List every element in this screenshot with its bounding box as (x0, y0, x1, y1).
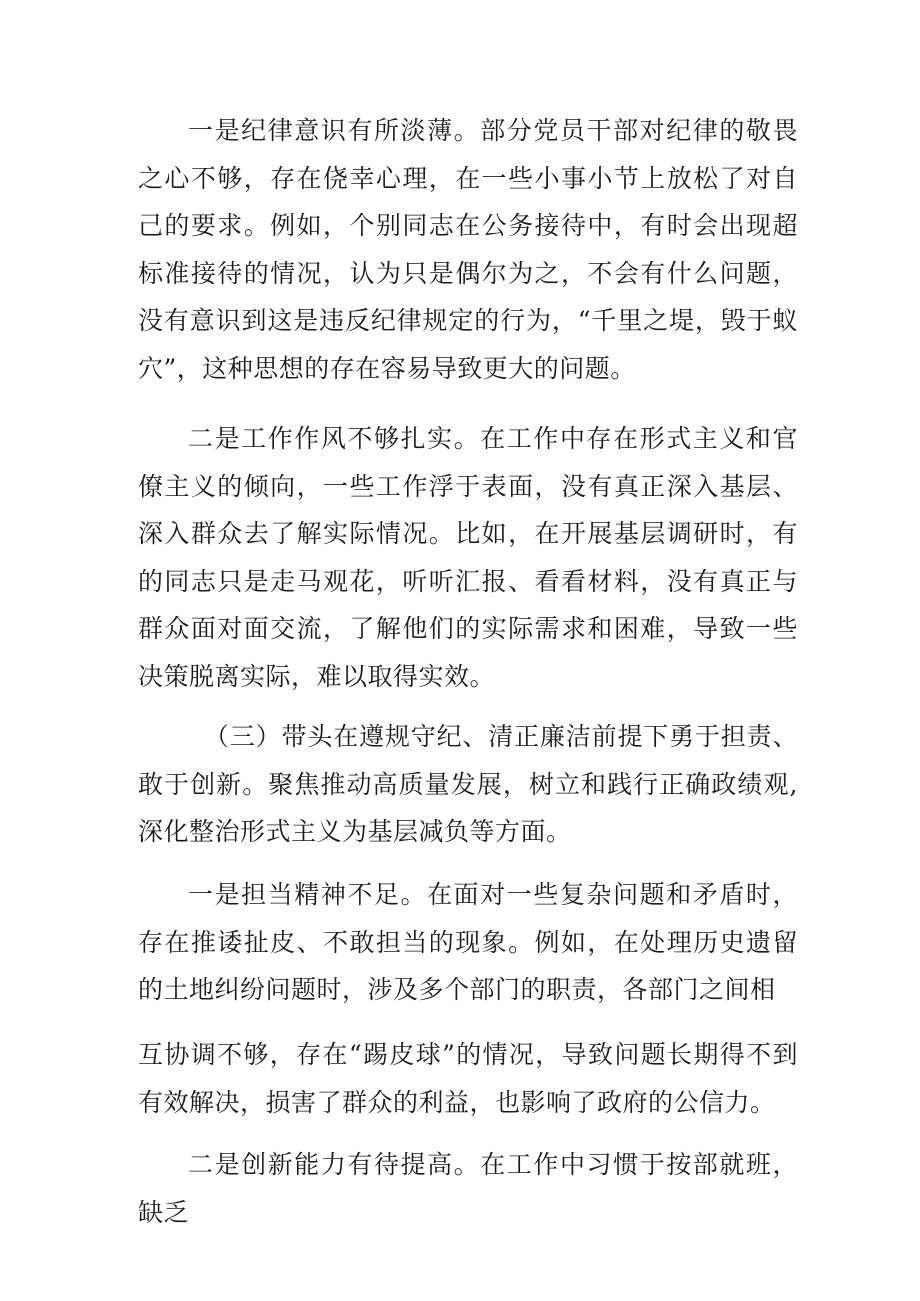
section-heading-three: （三）带头在遵规守纪、清正廉洁前提下勇于担责、敢于创新。聚焦推动高质量发展，树立和践行正确政绩观,深化整治形式主义为基层减负等方面。 (138, 722, 798, 846)
paragraph-responsibility-continued: 互协调不够，存在“踢皮球”的情况，导致问题长期得不到有效解决，损害了群众的利益，也影响了政府的公信力。 (138, 1040, 798, 1117)
paragraph-work-style: 二是工作作风不够扎实。在工作中存在形式主义和官僚主义的倾向，一些工作浮于表面，没有真正深入基层、深入群众去了解实际情况。比如，在开展基层调研时，有的同志只是走马观花，听听汇报、看看材料，没有真正与群众面对面交流，了解他们的实际需求和困难，导致一些决策脱离实际，难以取得实效。 (138, 424, 798, 691)
paragraph-innovation: 二是创新能力有待提高。在工作中习惯于按部就班，缺乏 (138, 1150, 798, 1227)
paragraph-responsibility: 一是担当精神不足。在面对一些复杂问题和矛盾时，存在推诿扯皮、不敢担当的现象。例如，在处理历史遗留的土地纠纷问题时，涉及多个部门的职责，各部门之间相 (138, 880, 798, 1004)
paragraph-discipline-awareness: 一是纪律意识有所淡薄。部分党员干部对纪律的敬畏之心不够，存在侥幸心理，在一些小事小节上放松了对自己的要求。例如，个别同志在公务接待中，有时会出现超标准接待的情况，认为只是偶尔为之，不会有什么问题，没有意识到这是违反纪律规定的行为，“千里之堤，毁于蚁穴”，这种思想的存在容易导致更大的问题。 (138, 116, 798, 383)
